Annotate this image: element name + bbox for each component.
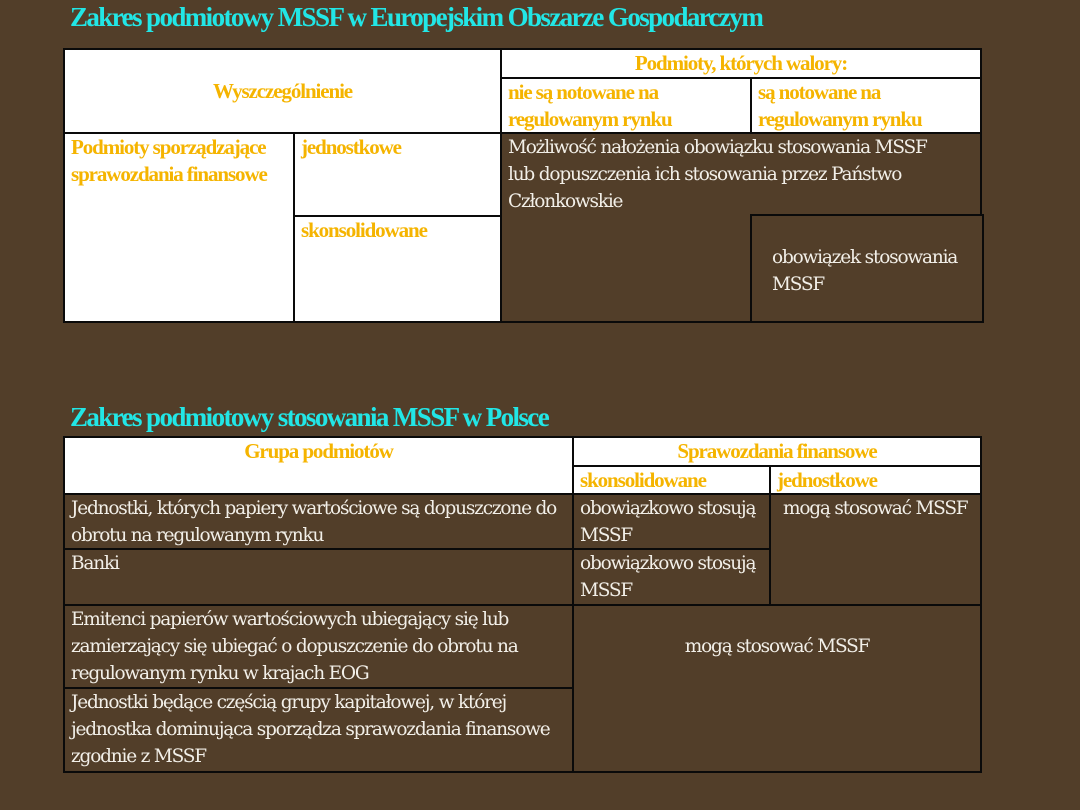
sub-individual: jednostkowe (293, 132, 502, 217)
spec-header: Wyszczególnienie (63, 48, 502, 134)
section2-title: Zakres podmiotowy stosowania MSSF w Polsce (70, 402, 549, 432)
section1-title: Zakres podmiotowy MSSF w Europejskim Obszarze Gospodarczym (70, 2, 763, 32)
table-row-group: Jednostki, których papiery wartościowe są dopuszczone do obrotu na regulowanym rynku (63, 493, 574, 550)
table-row-group: Jednostki będące częścią grupy kapitałowej, w której jednostka dominująca sporządza sprawozdania finansowe zgodnie z MSSF (63, 687, 574, 773)
option-cell: Możliwość nałożenia obowiązku stosowania MSSF lub dopuszczenia ich stosowania przez Państwo Członkowskie (500, 132, 982, 323)
col-not-listed-header: nie są notowane na regulowanym rynku (500, 77, 752, 134)
row-label: Podmioty sporządzające sprawozdania finansowe (63, 132, 295, 323)
table-row-group: Banki (63, 548, 574, 606)
individual-header: jednostkowe (769, 465, 982, 495)
table-row-group: Emitenci papierów wartościowych ubiegający się lub zamierzający się ubiegać o dopuszczenie do obrotu na regulowanym rynku w krajach EOG (63, 604, 574, 689)
rows-3-4-reports: mogą stosować MSSF (572, 604, 982, 773)
obligation-cell: obowiązek stosowania MSSF (750, 214, 984, 323)
table-row-consolidated: obowiązkowo stosują MSSF (572, 548, 771, 606)
group-header: Podmioty, których walory: (500, 48, 982, 79)
reports-header: Sprawozdania finansowe (572, 436, 982, 467)
consolidated-header: skonsolidowane (572, 465, 771, 495)
group-header: Grupa podmiotów (63, 436, 574, 495)
individual-rows-1-2: mogą stosować MSSF (769, 493, 982, 606)
col-listed-header: są notowane na regulowanym rynku (750, 77, 982, 134)
sub-consolidated: skonsolidowane (293, 215, 502, 323)
table-row-consolidated: obowiązkowo stosują MSSF (572, 493, 771, 550)
